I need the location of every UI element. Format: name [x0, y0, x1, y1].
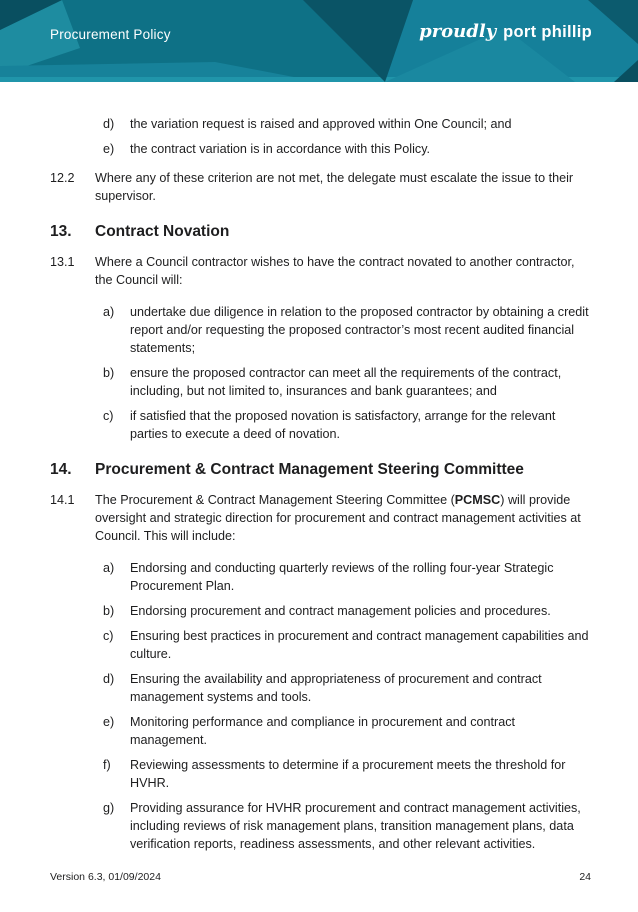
list-item [103, 364, 592, 400]
section-title: Procurement & Contract Management Steering Committee [95, 461, 524, 478]
list-item [103, 713, 592, 749]
document-body [0, 82, 638, 853]
list-item-text: Reviewing assessments to determine if a procurement meets the threshold for HVHR. [130, 758, 566, 790]
list-item-marker: d) [103, 672, 115, 686]
list-item-text: Endorsing and conducting quarterly reviews of the rolling four-year Strategic Procurement Plan. [130, 561, 554, 593]
list-item-marker: a) [103, 561, 115, 575]
list-item [103, 756, 592, 792]
list-item-marker: c) [103, 629, 114, 643]
page-number: 24 [579, 871, 591, 883]
list-item [103, 670, 592, 706]
list-item [103, 303, 592, 357]
clause-number: 13.1 [50, 255, 75, 269]
clause-14-1 [50, 491, 592, 545]
clause-text-bold-acronym: PCMSC [454, 493, 501, 507]
list-item-text: Ensuring the availability and appropriateness of procurement and contract management systems and tools. [130, 672, 542, 704]
version-text: Version 6.3, 01/09/2024 [50, 871, 161, 883]
list-item-text: Endorsing procurement and contract management policies and procedures. [130, 604, 551, 618]
list-item-text: the variation request is raised and approved within One Council; and [130, 117, 512, 131]
list-item [103, 559, 592, 595]
list-item-marker: e) [103, 715, 115, 729]
logo-brand-text: port phillip [503, 23, 592, 41]
list-item-text: ensure the proposed contractor can meet all the requirements of the contract, including, but not limited to, insurances and bank guarantees; and [130, 366, 562, 398]
list-item [103, 627, 592, 663]
clause-text: Where any of these criterion are not met, the delegate must escalate the issue to their supervisor. [95, 171, 574, 203]
clause-text [95, 491, 592, 545]
list-item [103, 115, 592, 133]
list-item [103, 799, 592, 853]
clause-number: 12.2 [50, 171, 75, 185]
clause-12-2 [50, 169, 592, 205]
clause-text-post: ) will provide oversight and strategic direction for procurement and contract management activities at Council. This will include: [95, 493, 581, 543]
document-title: Procurement Policy [50, 27, 171, 42]
clause-number: 14.1 [50, 493, 75, 507]
list-item-text: if satisfied that the proposed novation is satisfactory, arrange for the relevant parties to execute a deed of novation. [130, 409, 556, 441]
list-item [103, 140, 592, 158]
list-item-text: the contract variation is in accordance with this Policy. [130, 142, 431, 156]
section-number: 13. [50, 223, 72, 240]
list-item-marker: d) [103, 117, 115, 131]
page-footer [50, 871, 591, 883]
clause-text-pre: The Procurement & Contract Management Steering Committee ( [95, 493, 455, 507]
section-heading-contract-novation [50, 221, 592, 242]
page-header [0, 0, 638, 82]
logo-proudly-script: proudly [419, 21, 497, 42]
section-number: 14. [50, 461, 72, 478]
list-item-marker: b) [103, 366, 115, 380]
list-item-marker: f) [103, 758, 111, 772]
clause-13-1 [50, 253, 592, 289]
port-phillip-logo [419, 21, 592, 42]
section-title: Contract Novation [95, 223, 230, 240]
list-item-marker: a) [103, 305, 115, 319]
list-item-marker: g) [103, 801, 115, 815]
list-item-text: Ensuring best practices in procurement and contract management capabilities and culture. [130, 629, 589, 661]
list-item [103, 602, 592, 620]
list-item-marker: e) [103, 142, 115, 156]
list-item-text: Monitoring performance and compliance in procurement and contract management. [130, 715, 516, 747]
list-item-marker: b) [103, 604, 115, 618]
list-item [103, 407, 592, 443]
clause-text: Where a Council contractor wishes to have the contract novated to another contractor, the Council will: [95, 255, 575, 287]
list-item-text: Providing assurance for HVHR procurement and contract management activities, including reviews of risk management plans, transition management plans, data verification reports, readiness assessments, and other relevant activities. [130, 801, 581, 851]
section-heading-pcmsc [50, 459, 592, 480]
list-item-marker: c) [103, 409, 114, 423]
list-item-text: undertake due diligence in relation to the proposed contractor by obtaining a credit report and/or requesting the proposed contractor’s most recent audited financial statements; [130, 305, 589, 355]
